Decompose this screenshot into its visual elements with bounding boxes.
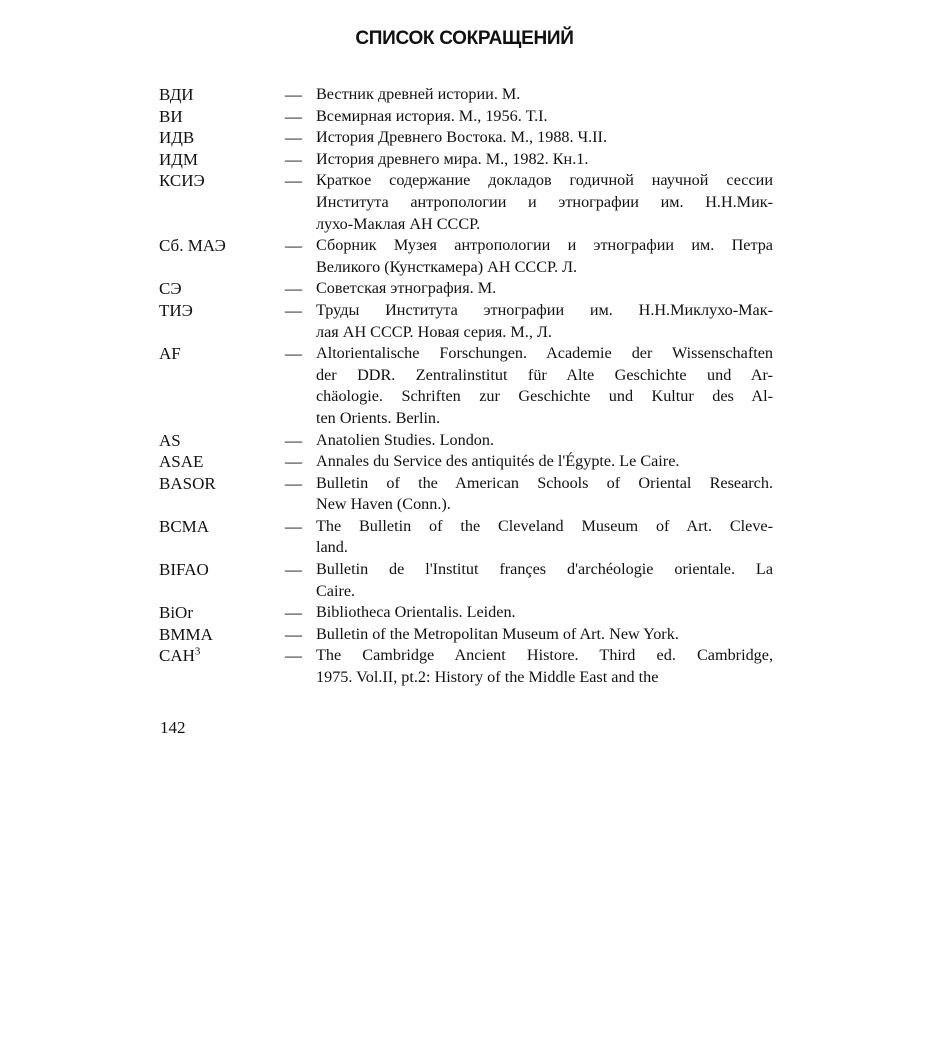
description-line: der DDR. Zentralinstitut für Alte Geschichte und Ar- (316, 365, 773, 384)
abbreviation-description (316, 473, 773, 516)
abbreviation-description (316, 170, 773, 235)
abbreviation-term-text: ИДМ (159, 149, 198, 169)
abbreviation-term (159, 106, 285, 128)
page-number: 142 (160, 718, 186, 737)
abbreviation-description (316, 430, 773, 452)
description-line: Великого (Кунсткамера) АН СССР. Л. (316, 257, 578, 276)
abbreviation-term (159, 343, 285, 365)
abbreviation-entry (159, 516, 773, 559)
abbreviation-description (316, 624, 773, 646)
abbreviation-term-text: BMMA (159, 624, 213, 644)
description-line: Bulletin of the Metropolitan Museum of Art. New York. (316, 624, 679, 643)
abbreviation-term (159, 170, 285, 192)
abbreviation-term (159, 278, 285, 300)
abbreviation-entry (159, 451, 773, 473)
description-line: Annales du Service des antiquités de l'Égypte. Le Caire. (316, 452, 680, 471)
description-line: Советская этнография. М. (316, 279, 497, 298)
description-line: The Cambridge Ancient Histore. Third ed. Cambridge, (316, 646, 773, 665)
entry-dash: — (285, 560, 302, 580)
abbreviation-term (159, 430, 285, 452)
entry-dash: — (285, 279, 302, 299)
abbreviation-entry (159, 84, 773, 106)
description-line: Anatolien Studies. London. (316, 430, 495, 449)
abbreviation-entry (159, 127, 773, 149)
description-line: Института антропологии и этнографии им. Н.Н.Мик- (316, 192, 773, 211)
abbreviation-term-text: КСИЭ (159, 171, 205, 191)
abbreviation-description (316, 84, 773, 106)
abbreviation-entry (159, 170, 773, 235)
abbreviation-description (316, 343, 773, 429)
entry-dash: — (285, 171, 302, 191)
abbreviation-entry (159, 106, 773, 128)
abbreviation-term-text: ТИЭ (159, 300, 193, 320)
description-line: Краткое содержание докладов годичной научной сессии (316, 171, 773, 190)
abbreviation-term-text: ИДВ (159, 128, 195, 148)
abbreviation-term (159, 624, 285, 646)
description-line: Труды Института этнографии им. Н.Н.Миклухо-Мак- (316, 300, 773, 319)
abbreviation-entry (159, 624, 773, 646)
abbreviation-entry (159, 645, 773, 688)
abbreviation-description (316, 278, 773, 300)
abbreviations-list (159, 84, 773, 689)
abbreviation-term-text: ASAE (159, 452, 204, 472)
abbreviation-description (316, 602, 773, 624)
abbreviation-term (159, 473, 285, 495)
description-line: The Bulletin of the Cleveland Museum of Art. Cleve- (316, 516, 773, 535)
abbreviation-term-text: СЭ (159, 279, 182, 299)
page-title: СПИСОК СОКРАЩЕНИЙ (355, 28, 574, 49)
entry-dash: — (285, 452, 302, 472)
description-line: land. (316, 538, 348, 557)
abbreviation-entry (159, 430, 773, 452)
description-line: New Haven (Conn.). (316, 495, 451, 514)
description-line: лухо-Маклая АН СССР. (316, 214, 481, 233)
abbreviation-term (159, 84, 285, 106)
description-line: История Древнего Востока. М., 1988. Ч.II. (316, 128, 607, 147)
abbreviation-term (159, 516, 285, 538)
description-line: лая АН СССР. Новая серия. М., Л. (316, 322, 552, 341)
abbreviation-description (316, 559, 773, 602)
abbreviation-term-text: AS (159, 430, 181, 450)
abbreviation-term-text: CAH (159, 646, 195, 666)
abbreviation-term (159, 127, 285, 149)
abbreviation-entry (159, 235, 773, 278)
abbreviation-description (316, 516, 773, 559)
abbreviation-term-text: ВИ (159, 106, 183, 126)
abbreviation-term-text: BASOR (159, 473, 216, 493)
abbreviation-superscript: 3 (194, 645, 201, 658)
abbreviation-entry (159, 559, 773, 602)
abbreviation-term (159, 602, 285, 624)
abbreviation-description (316, 235, 773, 278)
entry-dash: — (285, 624, 302, 644)
abbreviation-term (159, 451, 285, 473)
abbreviation-term (159, 645, 285, 667)
description-line: Всемирная история. М., 1956. Т.I. (316, 106, 548, 125)
abbreviation-term (159, 559, 285, 581)
abbreviation-term (159, 149, 285, 171)
abbreviation-entry (159, 473, 773, 516)
abbreviation-description (316, 645, 773, 688)
description-line: Bulletin of the American Schools of Oriental Research. (316, 473, 773, 492)
abbreviation-term-text: Сб. МАЭ (159, 236, 226, 256)
abbreviation-description (316, 106, 773, 128)
entry-dash: — (285, 344, 302, 364)
description-line: Сборник Музея антропологии и этнографии им. Петра (316, 236, 773, 255)
abbreviation-term-text: ВДИ (159, 85, 194, 104)
abbreviation-term (159, 300, 285, 322)
abbreviation-term-text: BCMA (159, 516, 210, 536)
abbreviation-term-text: BIFAO (159, 560, 209, 580)
abbreviation-entry (159, 300, 773, 343)
abbreviation-entry (159, 149, 773, 171)
entry-dash: — (285, 85, 302, 104)
description-line: Bibliotheca Orientalis. Leiden. (316, 603, 516, 622)
description-line: 1975. Vol.II, pt.2: History of the Middle East and the (316, 668, 659, 687)
description-line: Caire. (316, 581, 356, 600)
abbreviation-description (316, 127, 773, 149)
abbreviation-term (159, 235, 285, 257)
entry-dash: — (285, 300, 302, 320)
abbreviation-term-text: AF (159, 344, 181, 364)
abbreviation-entry (159, 602, 773, 624)
entry-dash: — (285, 646, 302, 666)
entry-dash: — (285, 603, 302, 623)
abbreviation-term-text: BiOr (159, 603, 193, 623)
entry-dash: — (285, 128, 302, 148)
entry-dash: — (285, 106, 302, 126)
description-line: Вестник древней истории. М. (316, 85, 521, 103)
description-line: История древнего мира. М., 1982. Кн.1. (316, 149, 589, 168)
entry-dash: — (285, 236, 302, 256)
abbreviation-entry (159, 278, 773, 300)
description-line: Bulletin de l'Institut françes d'archéologie orientale. La (316, 560, 773, 579)
abbreviation-description (316, 451, 773, 473)
abbreviation-entry (159, 343, 773, 429)
description-line: ten Orients. Berlin. (316, 408, 441, 427)
description-line: chäologie. Schriften zur Geschichte und Kultur des Al- (316, 387, 773, 406)
abbreviation-description (316, 300, 773, 343)
description-line: Altorientalische Forschungen. Academie der Wissenschaften (316, 344, 773, 363)
entry-dash: — (285, 430, 302, 450)
abbreviation-description (316, 149, 773, 171)
entry-dash: — (285, 149, 302, 169)
entry-dash: — (285, 516, 302, 536)
entry-dash: — (285, 473, 302, 493)
